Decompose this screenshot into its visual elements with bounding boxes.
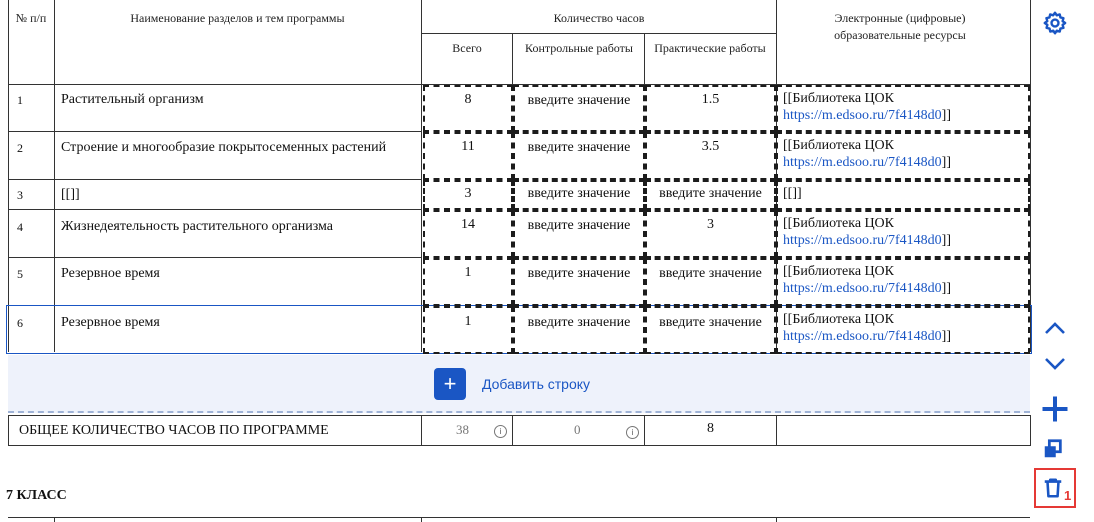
grid-line bbox=[8, 415, 9, 446]
grid-line bbox=[776, 415, 777, 446]
practical-hours-input[interactable]: введите значение bbox=[645, 180, 776, 210]
resource-link[interactable]: https://m.edsoo.ru/7f4148d0 bbox=[783, 233, 942, 248]
header-num: № п/п bbox=[15, 11, 47, 25]
grid-line bbox=[644, 33, 645, 85]
total-hours-input[interactable]: 11 bbox=[423, 132, 513, 180]
header-name: Наименование разделов и тем программы bbox=[130, 11, 345, 25]
resource-link[interactable]: https://m.edsoo.ru/7f4148d0 bbox=[783, 155, 942, 170]
practical-hours-input[interactable]: 3 bbox=[645, 210, 776, 258]
add-row-button[interactable] bbox=[434, 368, 614, 400]
resource-field[interactable]: [[Библиотека ЦОК https://m.edsoo.ru/7f4148d0]] bbox=[776, 258, 1030, 306]
grid-line bbox=[8, 445, 1030, 446]
row-name[interactable]: Резервное время bbox=[61, 315, 160, 330]
total-hours-input[interactable]: 1 bbox=[423, 306, 513, 354]
resource-field[interactable]: [[Библиотека ЦОК https://m.edsoo.ru/7f4148d0]] bbox=[776, 306, 1030, 354]
grid-line bbox=[421, 415, 422, 446]
practical-hours-input[interactable]: 1.5 bbox=[645, 85, 776, 132]
row-num: 6 bbox=[17, 316, 23, 330]
grid-line bbox=[512, 415, 513, 446]
grid-line bbox=[421, 0, 422, 352]
grid-line bbox=[8, 0, 9, 352]
practical-hours-input[interactable]: введите значение bbox=[645, 258, 776, 306]
total-hours-input[interactable]: 1 bbox=[423, 258, 513, 306]
header-hours: Количество часов bbox=[553, 11, 645, 25]
row-name[interactable]: [[]] bbox=[61, 187, 80, 202]
resource-link[interactable]: https://m.edsoo.ru/7f4148d0 bbox=[783, 281, 942, 296]
resource-link[interactable]: https://m.edsoo.ru/7f4148d0 bbox=[783, 329, 942, 344]
grid-line bbox=[8, 209, 422, 210]
total-hours-input[interactable]: 8 bbox=[423, 85, 513, 132]
delete-button[interactable] bbox=[1034, 468, 1076, 508]
resource-field[interactable]: [[Библиотека ЦОК https://m.edsoo.ru/7f4148d0]] bbox=[776, 210, 1030, 258]
grid-line bbox=[54, 0, 55, 352]
header-resources: Электронные (цифровые) образовательные ресурсы bbox=[834, 11, 966, 42]
section-title: 7 КЛАСС bbox=[6, 488, 67, 503]
row-num: 2 bbox=[17, 141, 23, 155]
control-hours-input[interactable]: введите значение bbox=[513, 210, 645, 258]
copy-icon[interactable] bbox=[1042, 438, 1064, 460]
row-num: 5 bbox=[17, 267, 23, 281]
plus-icon: + bbox=[434, 368, 466, 400]
grid-line bbox=[8, 517, 1030, 518]
gear-icon[interactable] bbox=[1042, 10, 1068, 36]
control-hours-input[interactable]: введите значение bbox=[513, 132, 645, 180]
header-practical: Практические работы bbox=[654, 41, 766, 55]
chevron-up-icon[interactable] bbox=[1040, 316, 1070, 340]
grid-line bbox=[1030, 415, 1031, 446]
grid-line bbox=[422, 33, 776, 34]
resource-field[interactable]: [[Библиотека ЦОК https://m.edsoo.ru/7f4148d0]] bbox=[776, 132, 1030, 180]
grid-line bbox=[1030, 0, 1031, 352]
grid-line bbox=[776, 517, 777, 522]
add-row-label: Добавить строку bbox=[482, 376, 591, 392]
control-hours-input[interactable]: введите значение bbox=[513, 180, 645, 210]
totals-practical-value: 8 bbox=[707, 421, 714, 436]
row-num: 1 bbox=[17, 93, 23, 107]
row-name[interactable]: Жизнедеятельность растительного организма bbox=[61, 219, 334, 234]
resource-link[interactable]: https://m.edsoo.ru/7f4148d0 bbox=[783, 108, 942, 123]
plus-icon[interactable] bbox=[1040, 394, 1070, 424]
resource-field[interactable]: [[Библиотека ЦОК https://m.edsoo.ru/7f4148d0]] bbox=[776, 85, 1030, 132]
row-name[interactable]: Строение и многообразие покрытосеменных растений bbox=[61, 140, 387, 155]
delete-badge: 1 bbox=[1064, 488, 1072, 503]
grid-line bbox=[8, 179, 422, 180]
practical-hours-input[interactable]: введите значение bbox=[645, 306, 776, 354]
practical-hours-input[interactable]: 3.5 bbox=[645, 132, 776, 180]
header-total: Всего bbox=[452, 41, 482, 55]
grid-line bbox=[8, 131, 422, 132]
info-icon[interactable]: i bbox=[626, 426, 639, 439]
control-hours-input[interactable]: введите значение bbox=[513, 306, 645, 354]
row-name[interactable]: Растительный организм bbox=[61, 92, 204, 107]
trash-icon bbox=[1042, 477, 1064, 499]
grid-line bbox=[54, 517, 55, 522]
row-name[interactable]: Резервное время bbox=[61, 266, 160, 281]
grid-line bbox=[512, 33, 513, 85]
totals-label: ОБЩЕЕ КОЛИЧЕСТВО ЧАСОВ ПО ПРОГРАММЕ bbox=[19, 423, 329, 438]
total-hours-input[interactable]: 14 bbox=[423, 210, 513, 258]
control-hours-input[interactable]: введите значение bbox=[513, 258, 645, 306]
grid-line bbox=[421, 517, 422, 522]
chevron-down-icon[interactable] bbox=[1040, 352, 1070, 376]
total-hours-input[interactable]: 3 bbox=[423, 180, 513, 210]
grid-line bbox=[8, 415, 1030, 416]
row-num: 3 bbox=[17, 188, 23, 202]
grid-line bbox=[8, 257, 422, 258]
row-num: 4 bbox=[17, 220, 23, 234]
info-icon[interactable]: i bbox=[494, 425, 507, 438]
header-control: Контрольные работы bbox=[525, 41, 633, 55]
control-hours-input[interactable]: введите значение bbox=[513, 85, 645, 132]
resource-field[interactable]: [[]] bbox=[776, 180, 1030, 210]
